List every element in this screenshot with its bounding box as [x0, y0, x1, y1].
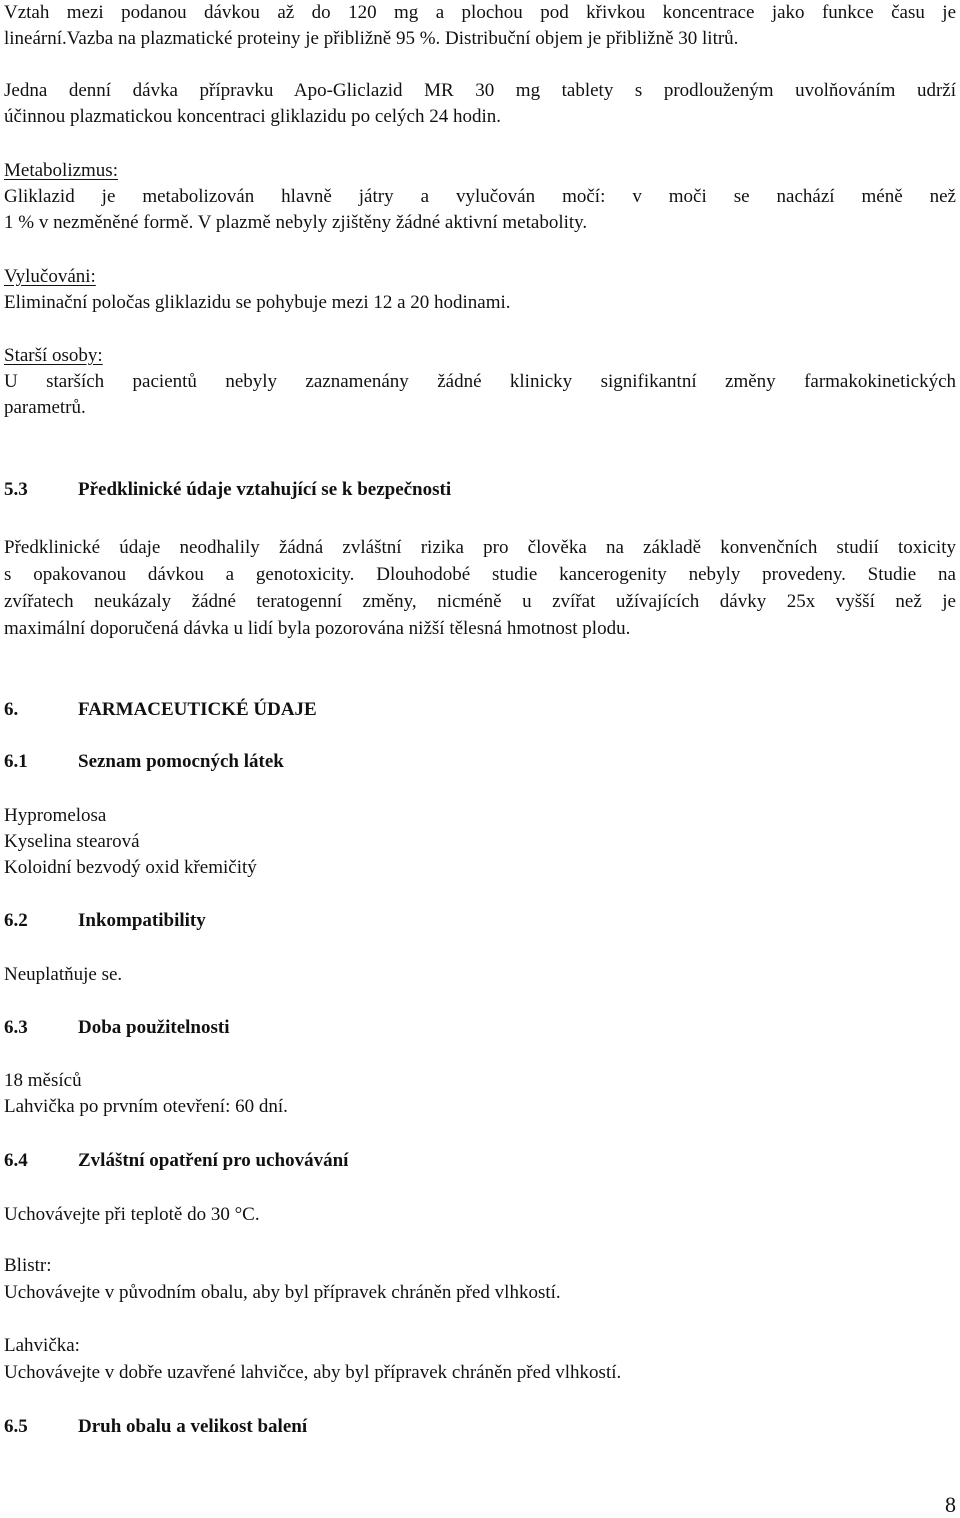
subheading-elimination: Vylučováni: — [4, 266, 96, 287]
paragraph-line: 18 měsíců — [4, 1070, 82, 1091]
label-bottle: Lahvička: — [4, 1335, 80, 1356]
paragraph-line: 1 % v nezměněné formě. V plazmě nebyly zjištěny žádné aktivní metabolity. — [4, 212, 588, 233]
paragraph-line: Jedna denní dávka přípravku Apo-Gliclazid MR 30 mg tablety s prodlouženým uvolňováním udrží — [4, 80, 956, 101]
section-heading — [4, 697, 317, 723]
section-title: Inkompatibility — [78, 910, 206, 931]
paragraph-line: s opakovanou dávkou a genotoxicity. Dlouhodobé studie kancerogenity nebyly provedeny. Studie na — [4, 564, 956, 585]
paragraph-line: parametrů. — [4, 397, 86, 418]
section-number: 6.2 — [4, 910, 28, 931]
section-heading — [4, 749, 284, 775]
paragraph-line: zvířatech neukázaly žádné teratogenní změny, nicméně u zvířat užívajících dávky 25x vyšší než je — [4, 591, 956, 612]
section-title: Předklinické údaje vztahující se k bezpečnosti — [78, 479, 452, 500]
section-title: Doba použitelnosti — [78, 1017, 230, 1038]
section-number: 6.1 — [4, 751, 28, 772]
paragraph-line: účinnou plazmatickou koncentraci gliklazidu po celých 24 hodin. — [4, 106, 502, 127]
subheading-metabolism: Metabolizmus: — [4, 160, 118, 181]
section-title: Druh obalu a velikost balení — [78, 1416, 308, 1437]
section-heading — [4, 1414, 307, 1440]
section-heading — [4, 1015, 230, 1041]
list-item: Koloidní bezvodý oxid křemičitý — [4, 857, 257, 878]
section-number: 6. — [4, 699, 19, 720]
section-title: Seznam pomocných látek — [78, 751, 284, 772]
subheading-elderly: Starší osoby: — [4, 345, 103, 366]
paragraph-line: lineární.Vazba na plazmatické proteiny je přibližně 95 %. Distribuční objem je přibližně 30 litrů. — [4, 28, 739, 49]
section-heading — [4, 908, 206, 934]
paragraph-line: Lahvička po prvním otevření: 60 dní. — [4, 1096, 288, 1117]
section-title: Zvláštní opatření pro uchovávání — [78, 1150, 349, 1171]
paragraph-line: Neuplatňuje se. — [4, 964, 123, 985]
section-number: 6.3 — [4, 1017, 28, 1038]
page-number: 8 — [945, 1492, 956, 1517]
paragraph-line: Eliminační poločas gliklazidu se pohybuje mezi 12 a 20 hodinami. — [4, 292, 511, 313]
section-number: 6.5 — [4, 1416, 28, 1437]
section-heading — [4, 477, 451, 503]
label-blister: Blistr: — [4, 1255, 52, 1276]
paragraph-line: Předklinické údaje neodhalily žádná zvláštní rizika pro člověka na základě konvenčních studií toxicity — [4, 537, 956, 558]
paragraph-line: Uchovávejte v dobře uzavřené lahvičce, aby byl přípravek chráněn před vlhkostí. — [4, 1362, 622, 1383]
paragraph-line: U starších pacientů nebyly zaznamenány žádné klinicky signifikantní změny farmakokinetických — [4, 371, 956, 392]
paragraph-line: Gliklazid je metabolizován hlavně játry a vylučován močí: v moči se nachází méně než — [4, 186, 956, 207]
paragraph-line: Uchovávejte při teplotě do 30 °C. — [4, 1204, 260, 1225]
paragraph-line: Uchovávejte v původním obalu, aby byl přípravek chráněn před vlhkostí. — [4, 1282, 561, 1303]
section-heading — [4, 1148, 348, 1174]
section-title: FARMACEUTICKÉ ÚDAJE — [78, 699, 317, 720]
list-item: Kyselina stearová — [4, 831, 140, 852]
paragraph-line: Vztah mezi podanou dávkou až do 120 mg a plochou pod křivkou koncentrace jako funkce času je — [4, 2, 956, 23]
section-number: 5.3 — [4, 479, 28, 500]
list-item: Hypromelosa — [4, 805, 107, 826]
section-number: 6.4 — [4, 1150, 28, 1171]
paragraph-line: maximální doporučená dávka u lidí byla pozorována nižší tělesná hmotnost plodu. — [4, 618, 631, 639]
